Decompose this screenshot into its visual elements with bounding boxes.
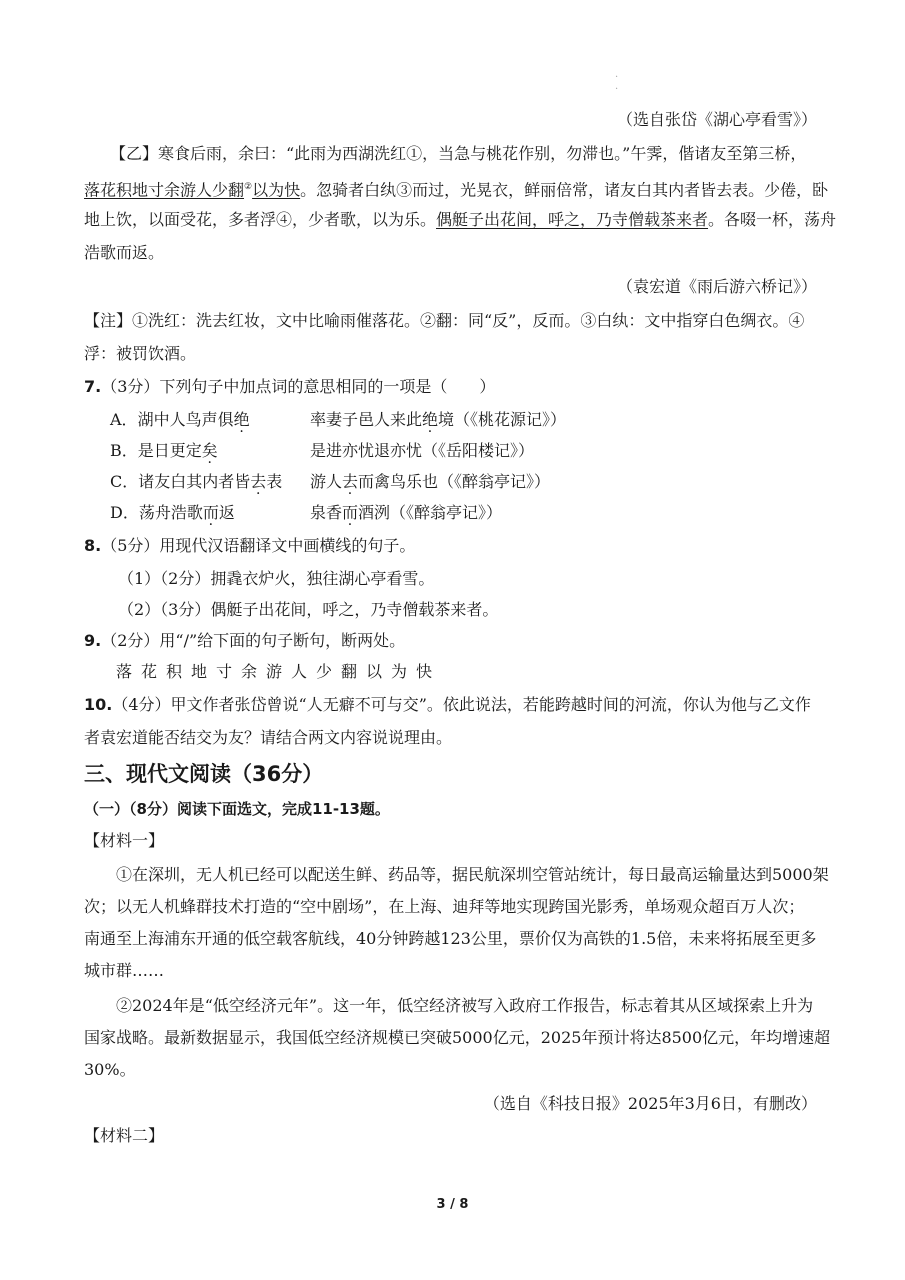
section-heading: 三、现代文阅读（36分） <box>84 762 324 786</box>
notes-line-1: 【注】①洗红：洗去红妆，文中比喻雨催落花。②翻：同“反”，反而。③白纨：文中指穿白色绸衣。④ <box>84 311 805 330</box>
question-8 <box>84 535 415 557</box>
question-number: 10. <box>84 695 113 714</box>
option-right-text: 率妻子邑人来此 <box>310 410 423 429</box>
yi-passage-line-2-rest: 。忽骑者白纨③而过，光晃衣，鲜丽倍常，诸友白其内者皆去表。少倦，卧 <box>300 180 829 200</box>
question-8-sub-1: （1）（2分）拥毳衣炉火，独往湖心亭看雪。 <box>118 569 435 588</box>
option-right-text: 泉香 <box>310 503 343 522</box>
material-2-label: 【材料二】 <box>84 1126 165 1145</box>
footnote-marker: ② <box>244 182 253 192</box>
dotted-word: 矣 <box>201 441 218 460</box>
question-8-sub-2: （2）（3分）偶艇子出花间，呼之，乃寺僧载茶来者。 <box>118 600 499 619</box>
page-number: 3 / 8 <box>436 1197 469 1212</box>
material-1-para-1-line-1: ①在深圳，无人机已经可以配送生鲜、药品等，据民航深圳空管站统计，每日最高运输量达到5000架 <box>116 865 829 884</box>
dotted-word: 绝 <box>422 410 439 429</box>
yi-passage-line-2 <box>84 176 828 201</box>
option-left-text: 是日更定 <box>137 441 202 460</box>
option-label: D． <box>110 503 139 522</box>
question-stem: （5分）用现代汉语翻译文中画横线的句子。 <box>101 536 416 555</box>
option-right-text-end: 酒洌（《醉翁亭记》） <box>358 503 503 522</box>
question-stem: （3分）下列句子中加点词的意思相同的一项是（ ） <box>101 377 496 396</box>
option-left-text: 诸友白其内者皆 <box>138 472 251 491</box>
source-citation-zhangdai: （选自张岱《湖心亭看雪》） <box>616 110 817 129</box>
dotted-word: 而 <box>202 503 219 522</box>
material-1-para-1-line-4: 城市群…… <box>84 961 165 980</box>
sub-section-heading: （一）（8分）阅读下面选文，完成11-13题。 <box>84 800 390 818</box>
option-right-text-end: 而禽鸟乐也（《醉翁亭记》） <box>358 472 551 491</box>
dotted-word: 而 <box>342 503 359 522</box>
material-1-para-1-line-2: 次；以无人机蜂群技术打造的“空中剧场”，在上海、迪拜等地实现跨国光影秀，单场观众超百万人次； <box>84 897 805 916</box>
question-10 <box>84 694 811 716</box>
dotted-word: 去 <box>342 472 359 491</box>
option-left-text: 湖中人鸟声俱 <box>137 410 234 429</box>
yi-passage-line-3 <box>84 209 836 231</box>
question-9 <box>84 630 405 652</box>
question-number: 9. <box>84 631 102 650</box>
question-9-sentence: 落花积地寸余游人少翻以为快 <box>116 662 442 681</box>
option-left-text: 荡舟浩歌 <box>138 503 203 522</box>
option-right-text-end: 境（《桃花源记》） <box>438 410 567 429</box>
underlined-sentence-1: 落花积地寸余游人少翻 <box>84 180 245 200</box>
yi-passage-line-3-pre: 地上饮，以面受花，多者浮④，少者歌，以为乐。 <box>84 210 437 229</box>
material-1-label: 【材料一】 <box>84 831 165 850</box>
option-label: C． <box>110 472 139 491</box>
option-label: A． <box>110 410 138 429</box>
question-number: 7. <box>84 377 102 396</box>
question-stem: （4分）甲文作者张岱曾说“人无癖不可与交”。依此说法，若能跨越时间的河流，你认为他与乙文作 <box>112 695 811 714</box>
question-7 <box>84 376 495 398</box>
source-citation-keji-ribao: （选自《科技日报》2025年3月6日，有删改） <box>483 1094 817 1113</box>
question-stem: （2分）用“/”给下面的句子断句，断两处。 <box>101 631 406 650</box>
notes-line-2: 浮：被罚饮酒。 <box>84 344 197 363</box>
underlined-sentence-1-end: 以为快 <box>252 180 301 200</box>
yi-passage-line-3-post: 。各啜一杯，荡舟 <box>708 210 837 229</box>
option-right-text: 是进亦忧退亦忧（《岳阳楼记》） <box>310 441 535 460</box>
material-1-para-2-line-1: ②2024年是“低空经济元年”。这一年，低空经济被写入政府工作报告，标志着其从区域探索上升为 <box>116 996 814 1015</box>
underlined-sentence-2: 偶艇子出花间，呼之，乃寺僧载茶来者 <box>436 210 709 229</box>
yi-passage-line-4: 浩歌而返。 <box>84 243 165 262</box>
option-label: B． <box>110 441 138 460</box>
material-1-para-1-line-3: 南通至上海浦东开通的低空载客航线，40分钟跨越123公里，票价仅为高铁的1.5倍，未来将拓展至更多 <box>84 929 817 948</box>
material-1-para-2-line-3: 30%。 <box>84 1060 136 1079</box>
dotted-word: 绝 <box>233 410 250 429</box>
yi-passage-line-1: 【乙】寒食后雨，余曰：“此雨为西湖洗红①，当急与桃花作别，勿滞也。”午霁，偕诸友至第三桥， <box>110 144 807 163</box>
option-left-text-end: 表 <box>266 472 283 491</box>
scan-mark: · · <box>615 72 619 95</box>
question-10-line-2: 者袁宏道能否结交为友？请结合两文内容说说理由。 <box>84 728 453 747</box>
source-citation-yuanhongdao: （袁宏道《雨后游六桥记》） <box>616 277 817 296</box>
material-1-para-2-line-2: 国家战略。最新数据显示，我国低空经济规模已突破5000亿元，2025年预计将达8500亿元，年均增速超 <box>84 1028 831 1047</box>
dotted-word: 去 <box>250 472 267 491</box>
question-number: 8. <box>84 536 102 555</box>
option-left-text-end: 返 <box>218 503 235 522</box>
option-right-text: 游人 <box>310 472 343 491</box>
